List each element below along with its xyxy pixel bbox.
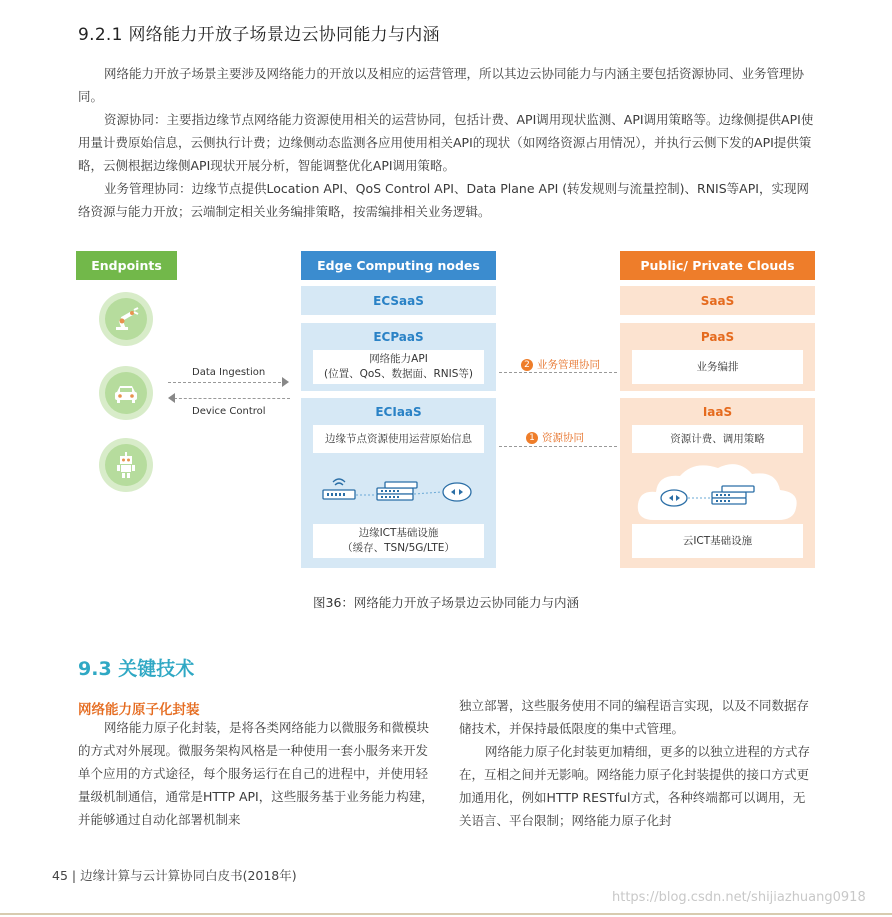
business-collab-text: 业务管理协同 [537,359,600,371]
right-column-p1: 独立部署，这些服务使用不同的编程语言实现，以及不同数据存储技术，并保持最低限度的集中式管理。 [459,698,810,736]
cloud-header: Public/ Private Clouds [620,251,815,280]
network-api-line1: 网络能力API [369,353,428,365]
badge-2: 2 [521,359,533,371]
badge-1: 1 [526,432,538,444]
device-control-label: Device Control [192,406,266,417]
data-ingestion-label: Data Ingestion [192,367,266,378]
orchestration-box [632,350,803,384]
section-title: 9.2.1 网络能力开放子场景边云协同能力与内涵 [78,25,440,45]
paragraph-business: 业务管理协同：边缘节点提供Location API、QoS Control API、Data Plane API (转发规则与流量控制)、RNIS等API，实现网络资源与能力开放；云端制定相关业务编排策略，按需编排相关业务逻辑。 [78,181,809,219]
paas-band [620,323,815,391]
business-collab-line [499,372,617,373]
edge-ict-box [313,524,484,558]
figure-caption: 图36：网络能力开放子场景边云协同能力与内涵 [313,595,579,610]
robot-arm-icon [111,304,141,334]
left-column [78,716,434,831]
intro-paragraphs [78,62,818,223]
billing-policy-box [632,425,803,453]
edge-ict-line2: （缓存、TSN/5G/LTE） [342,542,455,554]
saas-label: SaaS [700,293,735,308]
edge-resource-info-label: 边缘节点资源使用运营原始信息 [325,432,472,445]
right-column-p2: 网络能力原子化封装更加精细，更多的以独立进程的方式存在，互相之间并无影响。网络能力原子化封装提供的接口方式更加通用化，例如HTTP RESTful方式，各种终端都可以调用，无关语言、平台限制；网络能力原子化封 [459,744,811,828]
network-api-box [313,350,484,384]
eciaas-band [301,398,496,568]
car-endpoint [99,366,153,420]
data-ingestion-arrow [168,382,286,383]
edge-ict-line1: 边缘ICT基础设施 [358,527,439,539]
edge-network-devices-icon [319,470,479,510]
car-icon [111,378,141,408]
ecsaas-label: ECSaaS [373,293,424,308]
paragraph-resource: 资源协同：主要指边缘节点网络能力资源使用相关的运营协同，包括计费、API调用现状监测、API调用策略等。边缘侧提供API使用量计费原始信息，云侧执行计费；边缘侧动态监测各应用使用相关API的现状（如网络资源占用情况），并执行云侧下发的API提供策略，云侧根据边缘侧API现状开展分析，智能调整优化API调用策略。 [78,112,814,173]
ecsaas-band [301,286,496,315]
eciaas-label: ECIaaS [375,405,422,419]
resource-collab-text: 资源协同 [542,432,584,444]
paas-label: PaaS [700,330,735,344]
left-column-text: 网络能力原子化封装，是将各类网络能力以微服务和微模块的方式对外展现。微服务架构风格是一种使用一套小服务来开发单个应用的方式途径，每个服务运行在自己的进程中，并使用轻量级机制通信，通常是HTTP API，这些服务基于业务能力构建，并能够通过自动化部署机制来 [78,720,434,827]
robot-endpoint [99,438,153,492]
iaas-band [620,398,815,568]
cloud-icon [634,458,801,526]
arrow-right-icon [282,377,289,387]
robot-icon [111,450,141,480]
robot-arm-endpoint [99,292,153,346]
paragraph-intro: 网络能力开放子场景主要涉及网络能力的开放以及相应的运营管理，所以其边云协同能力与内涵主要包括资源协同、业务管理协同。 [78,66,805,104]
orchestration-label: 业务编排 [696,360,739,373]
bottom-rule [0,913,892,915]
section-9-3-title: 9.3 关键技术 [78,658,195,680]
subheading: 网络能力原子化封装 [78,702,200,718]
cloud-ict-label: 云ICT基础设施 [682,534,753,547]
saas-band [620,286,815,315]
device-control-arrow [174,398,290,399]
arrow-left-icon [168,393,175,403]
ecpaas-band [301,323,496,391]
endpoints-header: Endpoints [76,251,177,280]
business-collab-label [519,357,602,372]
resource-collab-line [499,446,617,447]
cloud-ict-box [632,524,803,558]
edge-header: Edge Computing nodes [301,251,496,280]
ecpaas-label: ECPaaS [373,330,424,344]
edge-resource-info-box [313,425,484,453]
right-column [459,694,817,832]
network-api-line2: (位置、QoS、数据面、RNIS等) [324,368,473,380]
watermark: https://blog.csdn.net/shijiazhuang0918 [612,890,866,905]
billing-policy-label: 资源计费、调用策略 [670,432,765,445]
iaas-label: IaaS [702,405,733,419]
resource-collab-label [524,430,586,445]
page-footer: 45 | 边缘计算与云计算协同白皮书(2018年) [52,868,297,883]
